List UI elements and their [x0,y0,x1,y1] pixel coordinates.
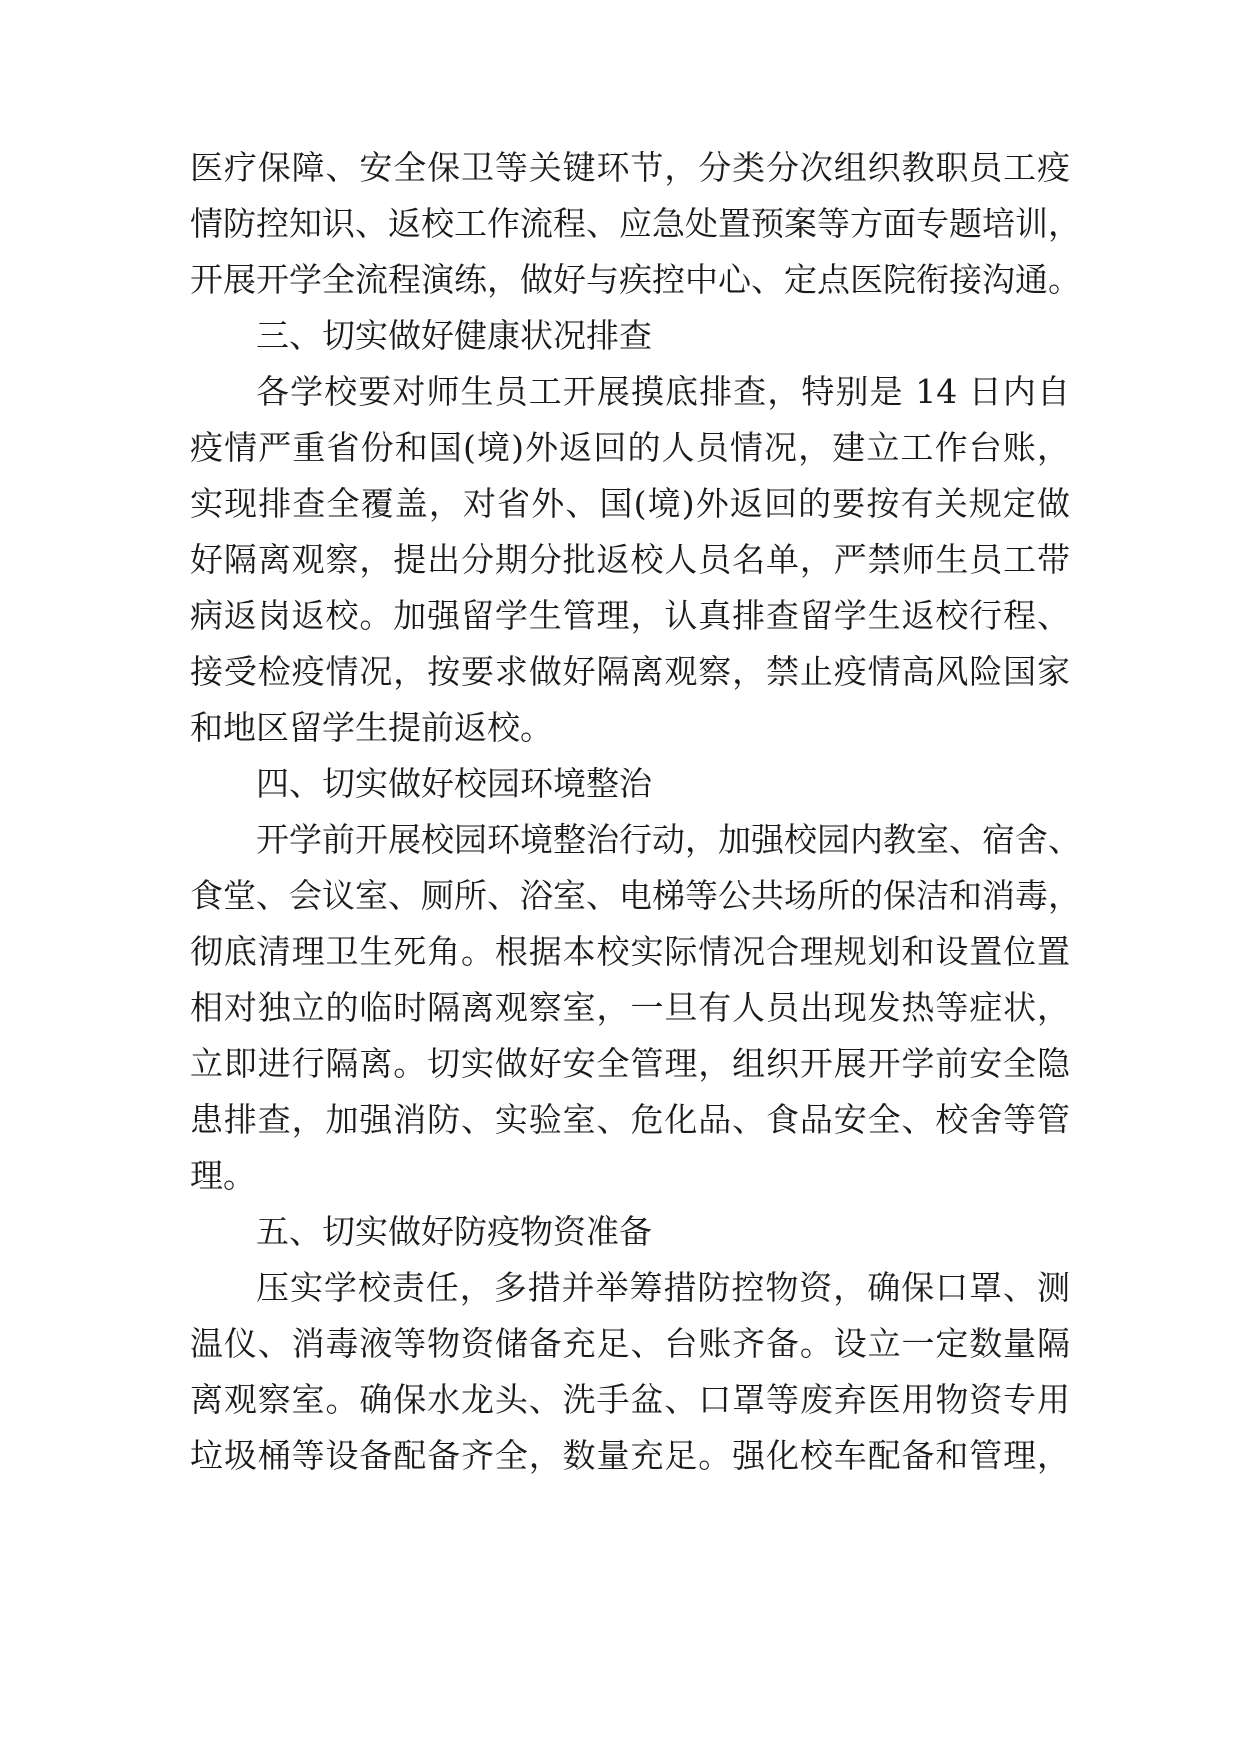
paragraph-line: 疫情严重省份和国(境)外返回的人员情况，建立工作台账， [190,428,1070,467]
paragraph-line: 医疗保障、安全保卫等关键环节，分类分次组织教职员工疫 [190,148,1070,187]
paragraph-line: 彻底清理卫生死角。根据本校实际情况合理规划和设置位置 [190,932,1070,971]
paragraph-line: 立即进行隔离。切实做好安全管理，组织开展开学前安全隐 [190,1044,1070,1083]
section-heading-3: 三、切实做好健康状况排查 [256,316,652,355]
paragraph-line: 各学校要对师生员工开展摸底排查，特别是 14 日内自 [256,372,1070,411]
paragraph-line: 患排查，加强消防、实验室、危化品、食品安全、校舍等管 [190,1100,1070,1139]
paragraph-line: 情防控知识、返校工作流程、应急处置预案等方面专题培训， [190,204,1081,243]
paragraph-line: 相对独立的临时隔离观察室，一旦有人员出现发热等症状， [190,988,1070,1027]
paragraph-line: 理。 [190,1156,256,1195]
paragraph-line: 实现排查全覆盖，对省外、国(境)外返回的要按有关规定做 [190,484,1070,523]
paragraph-line: 接受检疫情况，按要求做好隔离观察，禁止疫情高风险国家 [190,652,1070,691]
paragraph-line: 温仪、消毒液等物资储备充足、台账齐备。设立一定数量隔 [190,1324,1070,1363]
section-heading-5: 五、切实做好防疫物资准备 [256,1212,652,1251]
paragraph-line: 开学前开展校园环境整治行动，加强校园内教室、宿舍、 [256,820,1081,859]
paragraph-line: 开展开学全流程演练，做好与疾控中心、定点医院衔接沟通。 [190,260,1081,299]
paragraph-line: 好隔离观察，提出分期分批返校人员名单，严禁师生员工带 [190,540,1070,579]
paragraph-line: 垃圾桶等设备配备齐全，数量充足。强化校车配备和管理， [190,1436,1070,1475]
section-heading-4: 四、切实做好校园环境整治 [256,764,652,803]
paragraph-line: 病返岗返校。加强留学生管理，认真排查留学生返校行程、 [190,596,1070,635]
paragraph-line: 离观察室。确保水龙头、洗手盆、口罩等废弃医用物资专用 [190,1380,1070,1419]
paragraph-line: 和地区留学生提前返校。 [190,708,553,747]
paragraph-line: 压实学校责任，多措并举筹措防控物资，确保口罩、测 [256,1268,1070,1307]
paragraph-line: 食堂、会议室、厕所、浴室、电梯等公共场所的保洁和消毒， [190,876,1081,915]
